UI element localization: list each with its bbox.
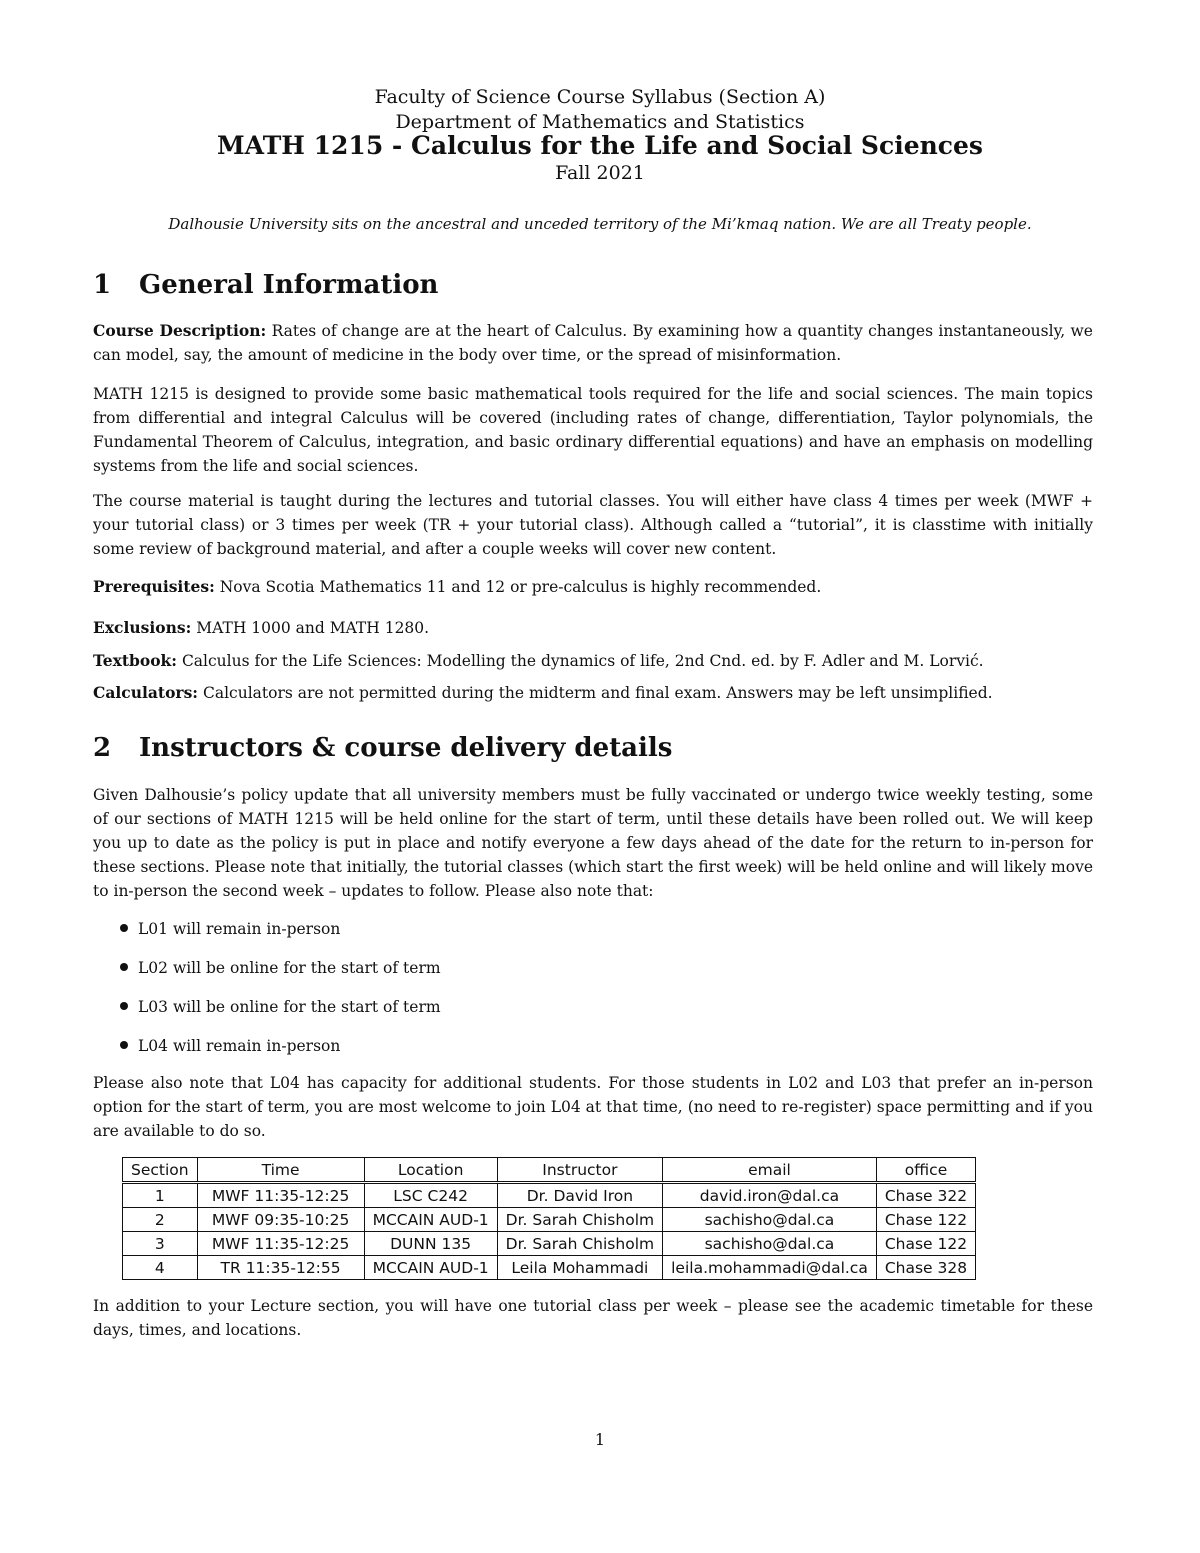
prerequisites-text: Nova Scotia Mathematics 11 and 12 or pre-calculus is highly recommended. (219, 578, 822, 596)
cell-office: Chase 328 (876, 1256, 975, 1280)
section-2-title: Instructors & course delivery details (139, 733, 673, 763)
prerequisites (93, 575, 1093, 599)
prerequisites-label: Prerequisites: (93, 577, 215, 596)
cell-instructor: Dr. David Iron (497, 1183, 662, 1208)
cell-time: TR 11:35-12:55 (197, 1256, 364, 1280)
list-item (120, 917, 1020, 956)
table-header-row (123, 1158, 976, 1183)
cell-location: LSC C242 (364, 1183, 497, 1208)
bullet-icon (120, 1041, 128, 1049)
course-description-label: Course Description: (93, 321, 267, 340)
course-material-paragraph: The course material is taught during the lectures and tutorial classes. You will either have class 4 times per week (MWF + your tutorial class) or 3 times per week (TR + your tutorial class). Although called a “tutorial”, it is classtime with initially some review of background material, and after a couple weeks will cover new content. (93, 492, 1093, 558)
section-2-number: 2 (93, 733, 112, 763)
list-item (120, 1034, 1020, 1073)
department-heading: Department of Mathematics and Statistics (395, 111, 805, 133)
list-item-text: L01 will remain in-person (138, 920, 341, 938)
course-description (93, 319, 1093, 367)
exclusions-label: Exclusions: (93, 618, 192, 637)
cell-section: 2 (123, 1208, 198, 1232)
cell-section: 1 (123, 1183, 198, 1208)
column-header-instructor: Instructor (497, 1158, 662, 1183)
section-1-title: General Information (139, 270, 439, 300)
list-item (120, 995, 1020, 1034)
cell-email: sachisho@dal.ca (663, 1208, 877, 1232)
cell-instructor: Leila Mohammadi (497, 1256, 662, 1280)
term-label: Fall 2021 (555, 162, 645, 184)
delivery-policy-paragraph: Given Dalhousie’s policy update that all university members must be fully vaccinated or undergo twice weekly testing, some of our sections of MATH 1215 will be held online for the start of term, until these details have been rolled out. We will keep you up to date as the policy is put in place and notify everyone a few days ahead of the date for the return to in-person for these sections. Please note that initially, the tutorial classes (which start the first week) will be held online and will likely move to in-person the second week – updates to follow. Please also note that: (93, 786, 1093, 900)
table-row (123, 1256, 976, 1280)
cell-section: 4 (123, 1256, 198, 1280)
cell-location: MCCAIN AUD-1 (364, 1208, 497, 1232)
cell-time: MWF 09:35-10:25 (197, 1208, 364, 1232)
column-header-office: office (876, 1158, 975, 1183)
bullet-icon (120, 1002, 128, 1010)
cell-location: DUNN 135 (364, 1232, 497, 1256)
section-2-heading (93, 733, 672, 763)
section-status-list (120, 917, 1020, 1073)
tutorial-note-paragraph: In addition to your Lecture section, you will have one tutorial class per week – please see the academic timetable for these days, times, and locations. (93, 1297, 1093, 1339)
faculty-heading: Faculty of Science Course Syllabus (Section A) (374, 86, 826, 108)
cell-email: sachisho@dal.ca (663, 1232, 877, 1256)
calculators-label: Calculators: (93, 683, 199, 702)
cell-instructor: Dr. Sarah Chisholm (497, 1232, 662, 1256)
exclusions-text: MATH 1000 and MATH 1280. (196, 619, 430, 637)
section-1-heading (93, 270, 438, 300)
calculators-text: Calculators are not permitted during the midterm and final exam. Answers may be left unsimplified. (202, 684, 993, 702)
column-header-location: Location (364, 1158, 497, 1183)
textbook (93, 649, 1093, 673)
textbook-label: Textbook: (93, 651, 177, 670)
table-row (123, 1232, 976, 1256)
cell-location: MCCAIN AUD-1 (364, 1256, 497, 1280)
list-item-text: L03 will be online for the start of term (138, 998, 441, 1016)
list-item-text: L04 will remain in-person (138, 1037, 341, 1055)
section-schedule-table (122, 1157, 976, 1280)
bullet-icon (120, 924, 128, 932)
cell-section: 3 (123, 1232, 198, 1256)
cell-office: Chase 122 (876, 1208, 975, 1232)
list-item-text: L02 will be online for the start of term (138, 959, 441, 977)
column-header-email: email (663, 1158, 877, 1183)
page-number: 1 (594, 1430, 606, 1449)
textbook-text: Calculus for the Life Sciences: Modelling the dynamics of life, 2nd Cnd. ed. by F. Adler and M. Lorvić. (181, 652, 984, 670)
column-header-section: Section (123, 1158, 198, 1183)
cell-office: Chase 322 (876, 1183, 975, 1208)
section-1-number: 1 (93, 270, 112, 300)
column-header-time: Time (197, 1158, 364, 1183)
course-description-text: Rates of change are at the heart of Calculus. By examining how a quantity changes instantaneously, we can model, say, the amount of medicine in the body over time, or the spread of misinformation. (93, 322, 1093, 364)
course-title: MATH 1215 - Calculus for the Life and Social Sciences (217, 131, 983, 160)
cell-office: Chase 122 (876, 1232, 975, 1256)
cell-email: leila.mohammadi@dal.ca (663, 1256, 877, 1280)
cell-instructor: Dr. Sarah Chisholm (497, 1208, 662, 1232)
capacity-paragraph: Please also note that L04 has capacity for additional students. For those students in L02 and L03 that prefer an in-person option for the start of term, you are most welcome to join L04 at that time, (no need to re-register) space permitting and if you are available to do so. (93, 1074, 1093, 1140)
bullet-icon (120, 963, 128, 971)
calculators (93, 681, 1093, 705)
table-row (123, 1208, 976, 1232)
land-acknowledgement: Dalhousie University sits on the ancestral and unceded territory of the Mi’kmaq nation. We are all Treaty people. (168, 215, 1032, 233)
table-row (123, 1183, 976, 1208)
exclusions (93, 616, 1093, 640)
course-overview-paragraph: MATH 1215 is designed to provide some basic mathematical tools required for the life and social sciences. The main topics from differential and integral Calculus will be covered (including rates of change, differentiation, Taylor polynomials, the Fundamental Theorem of Calculus, integration, and basic ordinary differential equations) and have an emphasis on modelling systems from the life and social sciences. (93, 385, 1093, 475)
cell-email: david.iron@dal.ca (663, 1183, 877, 1208)
cell-time: MWF 11:35-12:25 (197, 1183, 364, 1208)
cell-time: MWF 11:35-12:25 (197, 1232, 364, 1256)
list-item (120, 956, 1020, 995)
